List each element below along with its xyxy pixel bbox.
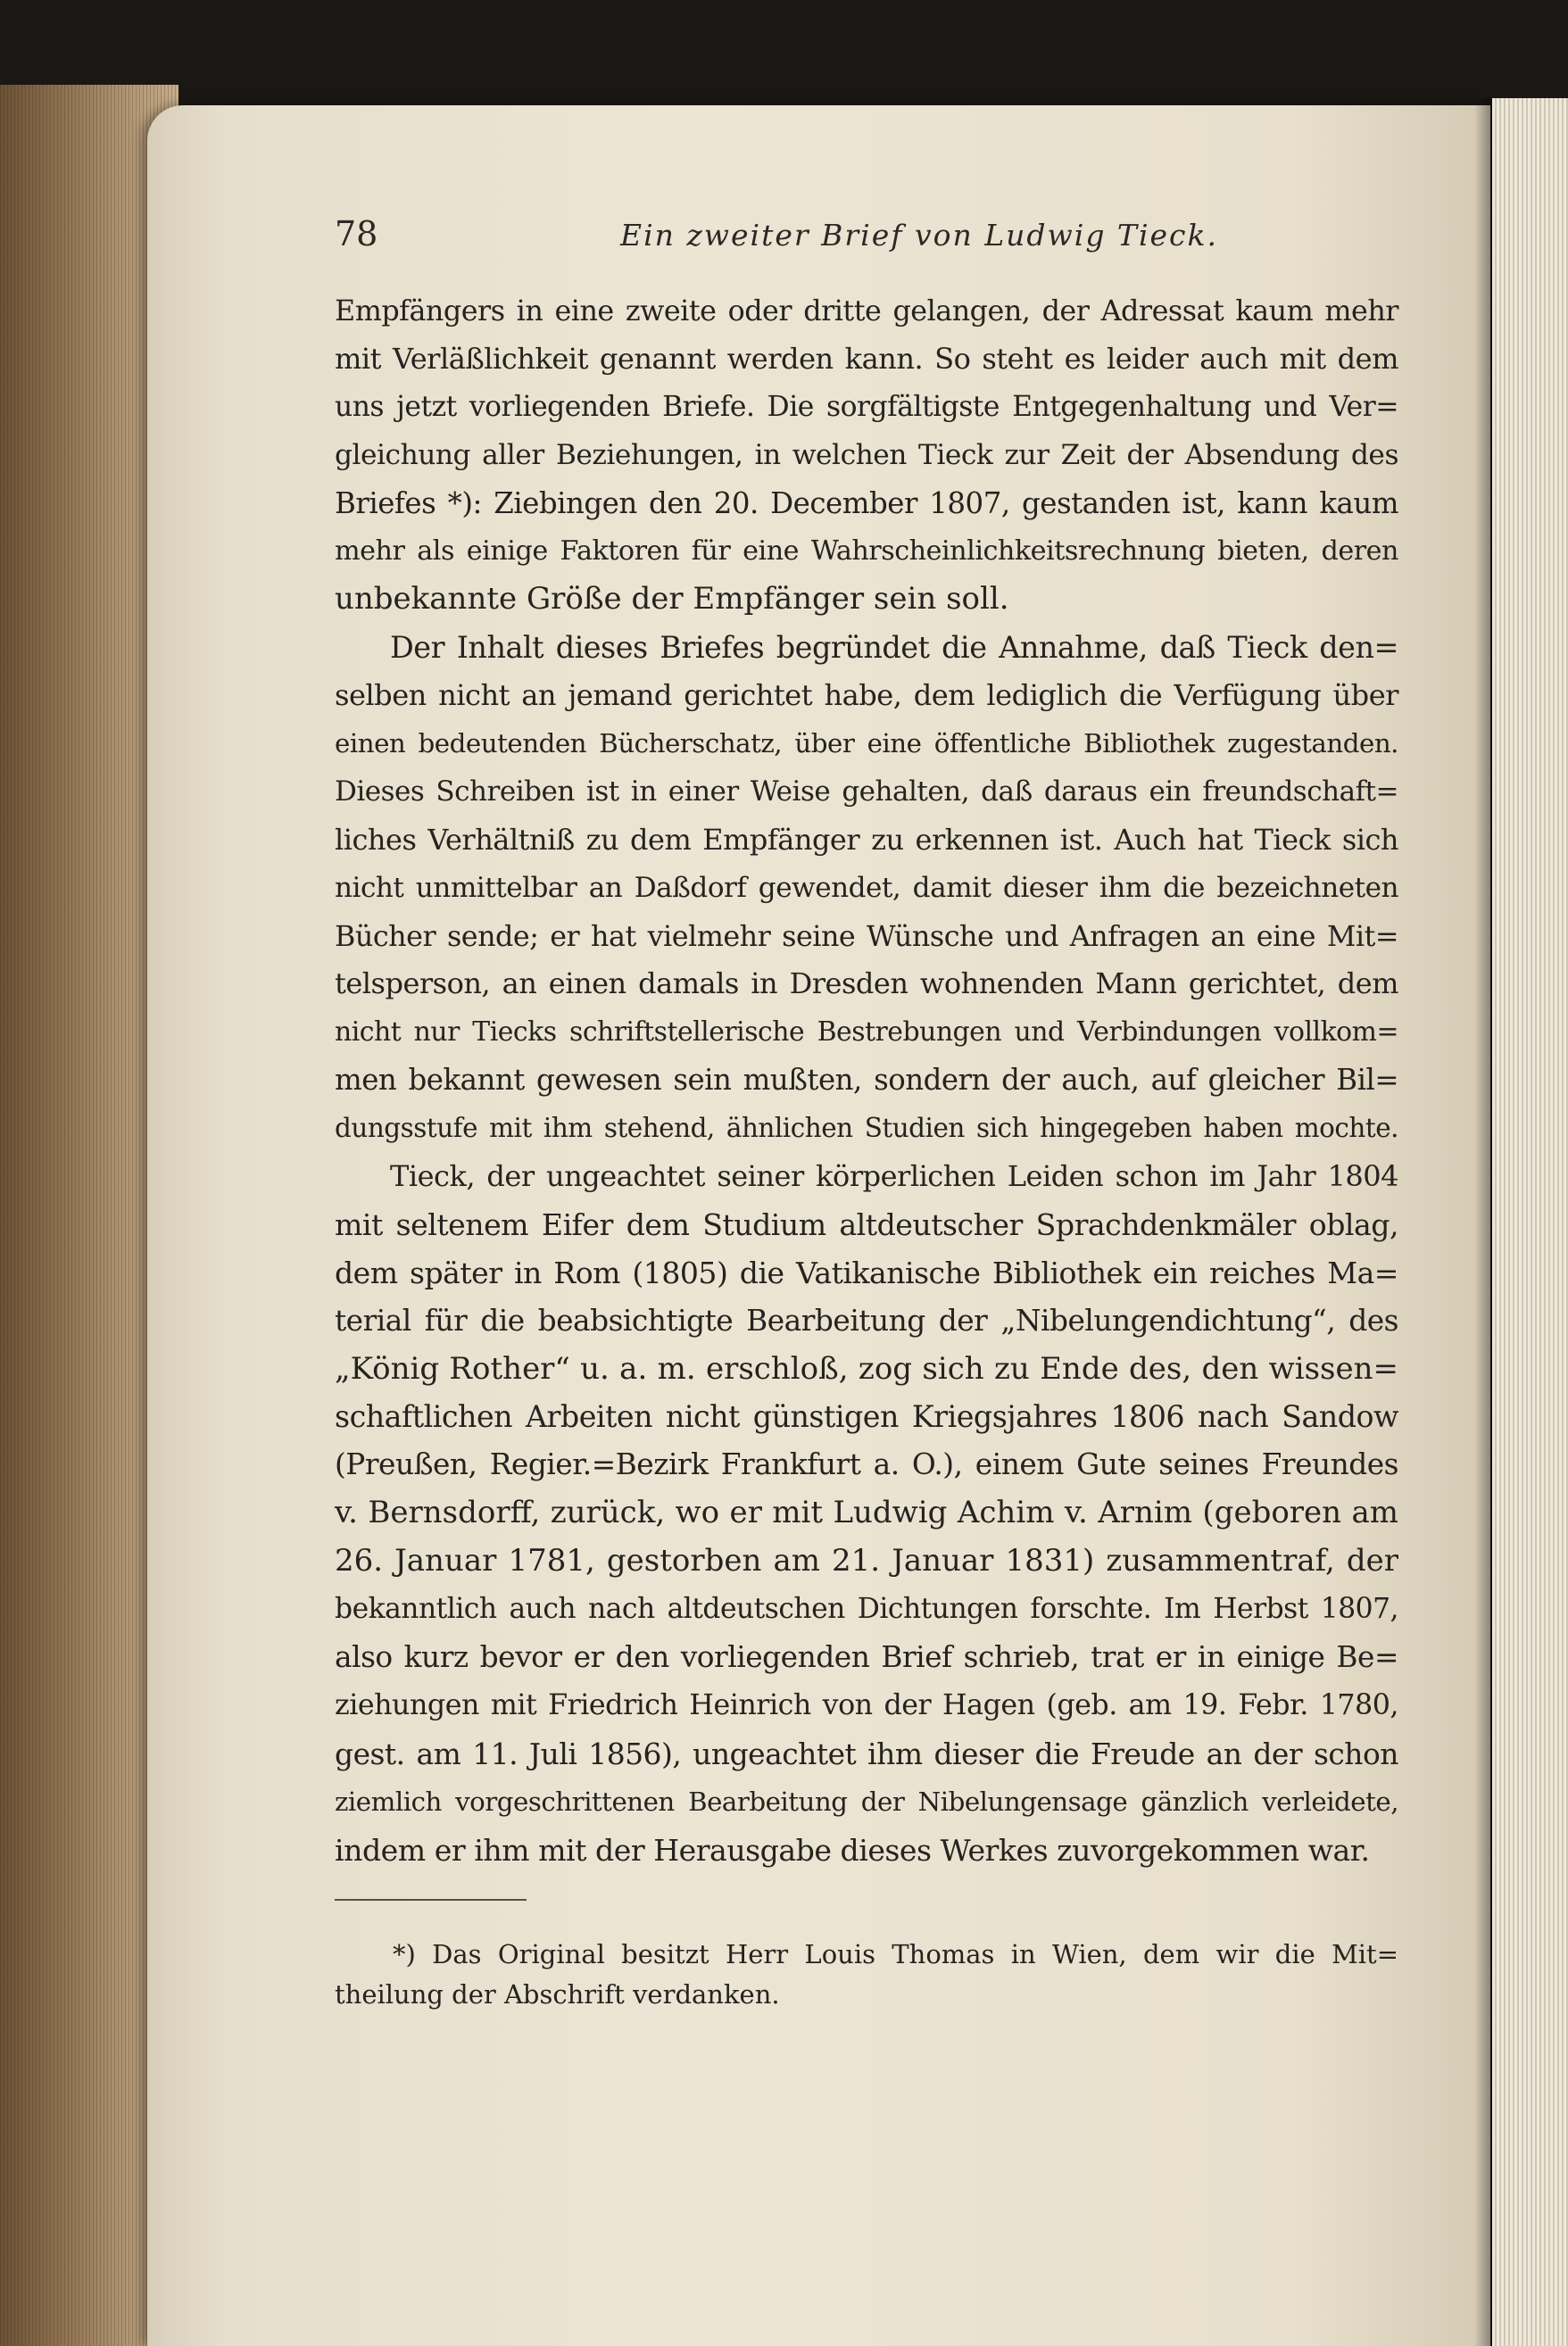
text-line: mehr als einige Faktoren für eine Wahrscheinlichkeitsrechnung bieten, deren bbox=[335, 535, 1398, 568]
text-line: v. Bernsdorff, zurück, wo er mit Ludwig Achim v. Arnim (geboren am bbox=[335, 1495, 1398, 1531]
text-line: (Preußen, Regier.=Bezirk Frankfurt a. O.), einem Gute seines Freundes bbox=[335, 1447, 1398, 1482]
text-line: dungsstufe mit ihm stehend, ähnlichen Studien sich hingegeben haben mochte. bbox=[335, 1113, 1398, 1144]
text-line: Tieck, der ungeachtet seiner körperlichen Leiden schon im Jahr 1804 bbox=[390, 1159, 1398, 1194]
footnote-rule bbox=[335, 1899, 527, 1901]
text-line: mit seltenem Eifer dem Studium altdeutscher Sprachdenkmäler oblag, bbox=[335, 1206, 1398, 1242]
text-line: 26. Januar 1781, gestorben am 21. Januar 1831) zusammentraf, der bbox=[335, 1543, 1398, 1579]
page-number: 78 bbox=[335, 214, 378, 253]
text-line: mit Verläßlichkeit genannt werden kann. So steht es leider auch mit dem bbox=[335, 341, 1398, 376]
text-line: „König Rother“ u. a. m. erschloß, zog sich zu Ende des, den wissen= bbox=[335, 1350, 1398, 1387]
text-line: Der Inhalt dieses Briefes begründet die Annahme, daß Tieck den= bbox=[390, 630, 1398, 666]
text-line: selben nicht an jemand gerichtet habe, dem lediglich die Verfügung über bbox=[335, 678, 1398, 713]
text-line: ziehungen mit Friedrich Heinrich von der Hagen (geb. am 19. Febr. 1780, bbox=[335, 1688, 1398, 1721]
text-line: nicht nur Tiecks schriftstellerische Bestrebungen und Verbindungen vollkom= bbox=[335, 1016, 1398, 1049]
page-edges-right bbox=[1492, 98, 1568, 2346]
text-line: gest. am 11. Juli 1856), ungeachtet ihm dieser die Freude an der schon bbox=[335, 1736, 1398, 1771]
text-line: also kurz bevor er den vorliegenden Brief schrieb, trat er in einige Be= bbox=[335, 1639, 1398, 1674]
running-title: Ein zweiter Brief von Ludwig Tieck. bbox=[620, 218, 1218, 253]
text-line: liches Verhältniß zu dem Empfänger zu erkennen ist. Auch hat Tieck sich bbox=[335, 822, 1398, 857]
footnote-line: theilung der Abschrift verdanken. bbox=[335, 1979, 780, 2010]
footnote-line: *) Das Original besitzt Herr Louis Thomas in Wien, dem wir die Mit= bbox=[393, 1939, 1398, 1969]
text-line: unbekannte Größe der Empfänger sein soll. bbox=[335, 581, 1009, 618]
text-line: terial für die beabsichtigte Bearbeitung der „Nibelungendichtung“, des bbox=[335, 1303, 1398, 1338]
text-line: bekanntlich auch nach altdeutschen Dichtungen forschte. Im Herbst 1807, bbox=[335, 1593, 1398, 1626]
text-line: uns jetzt vorliegenden Briefe. Die sorgfältigste Entgegenhaltung und Ver= bbox=[335, 390, 1398, 423]
text-line: Dieses Schreiben ist in einer Weise gehalten, daß daraus ein freundschaft= bbox=[335, 775, 1398, 808]
text-line: dem später in Rom (1805) die Vatikanische Bibliothek ein reiches Ma= bbox=[335, 1255, 1398, 1290]
text-line: nicht unmittelbar an Daßdorf gewendet, damit dieser ihm die bezeichneten bbox=[335, 871, 1398, 904]
text-line: Briefes *): Ziebingen den 20. December 1807, gestanden ist, kann kaum bbox=[335, 485, 1398, 520]
text-line: men bekannt gewesen sein mußten, sondern der auch, auf gleicher Bil= bbox=[335, 1063, 1398, 1098]
text-line: telsperson, an einen damals in Dresden wohnenden Mann gerichtet, dem bbox=[335, 966, 1398, 1001]
text-line: indem er ihm mit der Herausgabe dieses Werkes zuvorgekommen war. bbox=[335, 1832, 1370, 1868]
text-line: gleichung aller Beziehungen, in welchen Tieck zur Zeit der Absendung des bbox=[335, 438, 1398, 471]
text-line: Empfängers in eine zweite oder dritte gelangen, der Adressat kaum mehr bbox=[335, 294, 1398, 327]
text-line: einen bedeutenden Bücherschatz, über eine öffentliche Bibliothek zugestanden. bbox=[335, 728, 1398, 759]
text-line: Bücher sende; er hat vielmehr seine Wünsche und Anfragen an eine Mit= bbox=[335, 918, 1398, 953]
page-header bbox=[335, 214, 1406, 268]
text-line: schaftlichen Arbeiten nicht günstigen Kriegsjahres 1806 nach Sandow bbox=[335, 1399, 1398, 1435]
footnote bbox=[335, 1935, 1398, 2015]
body-text bbox=[335, 287, 1398, 1874]
text-line: ziemlich vorgeschrittenen Bearbeitung der Nibelungensage gänzlich verleidete, bbox=[335, 1786, 1398, 1817]
